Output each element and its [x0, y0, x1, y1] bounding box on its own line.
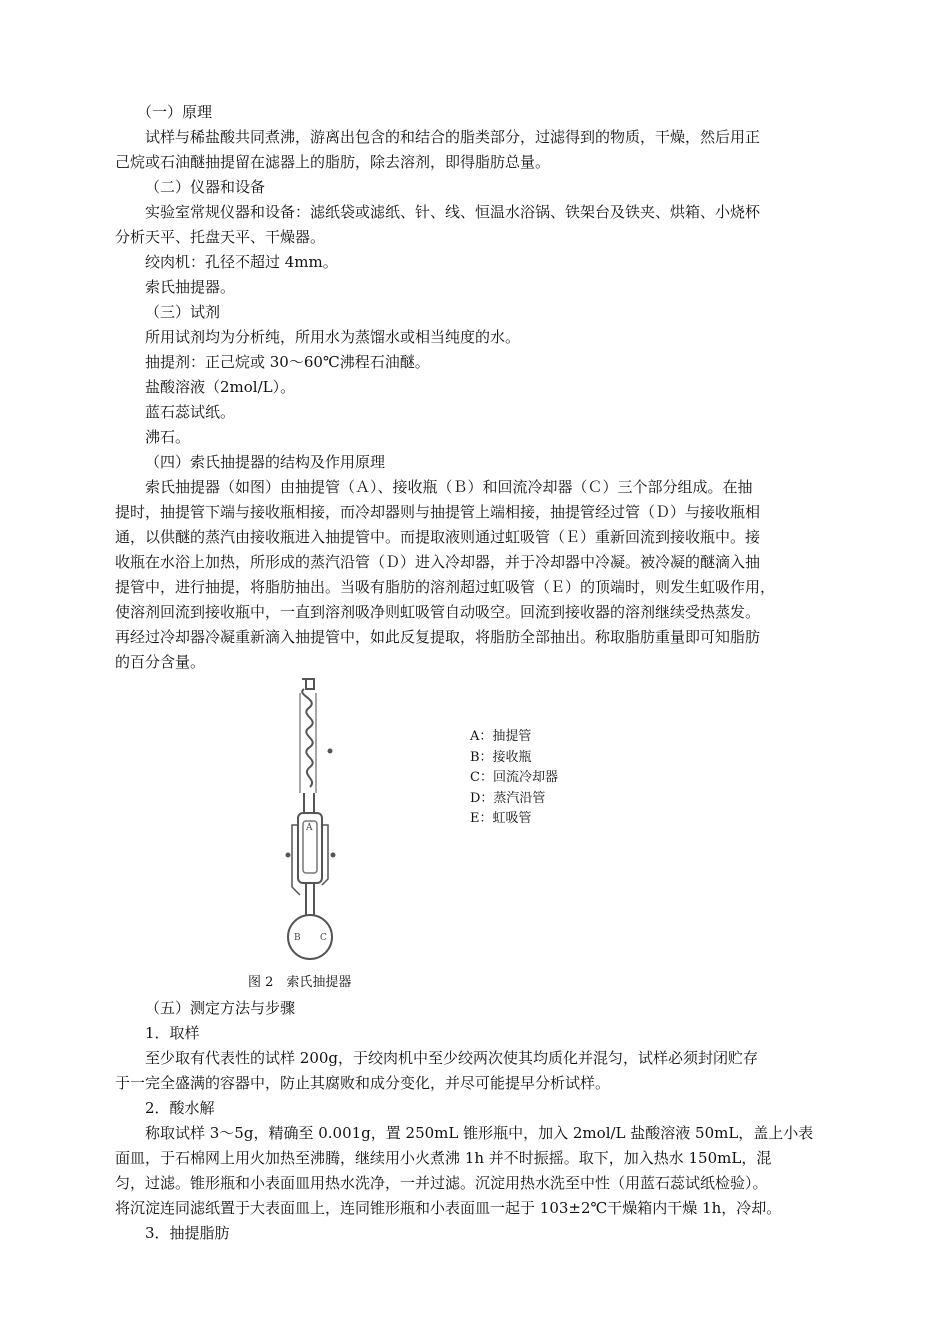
paragraph-line: 沸石。: [145, 428, 191, 446]
paragraph-line: 通，以供醚的蒸汽由接收瓶进入抽提管中。而提取液则通过虹吸管（Ｅ）重新回流到接收瓶中。接: [115, 528, 761, 546]
paragraph-line: 抽提剂：正己烷或 30～60℃沸程石油醚。: [145, 353, 430, 371]
paragraph-line: 索氏抽提器。: [145, 278, 236, 296]
section-5-heading: （五）测定方法与步骤: [145, 999, 296, 1017]
paragraph-line: 收瓶在水浴上加热，所形成的蒸汽沿管（Ｄ）进入冷却器，并于冷却器中冷凝。被冷凝的醚滴入抽: [115, 553, 761, 571]
paragraph-line: 所用试剂均为分析纯，所用水为蒸馏水或相当纯度的水。: [145, 328, 521, 346]
soxhlet-extractor-figure: [270, 675, 350, 970]
section-2-heading: （二）仪器和设备: [145, 178, 266, 196]
figure-legend: [470, 727, 558, 830]
figure-label-a: A: [306, 823, 313, 833]
paragraph-line: 面皿，于石棉网上用火加热至沸腾，继续用小火煮沸 1h 并不时振摇。取下，加入热水 150mL，混: [115, 1149, 772, 1167]
legend-item: E：虹吸管: [470, 811, 532, 826]
legend-item: B：接收瓶: [470, 749, 532, 765]
figure-label-b: B: [294, 933, 301, 943]
paragraph-line: 蓝石蕊试纸。: [145, 403, 236, 421]
step-3-title: 3．抽提脂肪: [145, 1224, 230, 1242]
paragraph-line: 提管中，进行抽提，将脂肪抽出。当吸有脂肪的溶剂超过虹吸管（Ｅ）的顶端时，则发生虹吸作用，: [115, 578, 776, 596]
section-3-heading: （三）试剂: [145, 303, 221, 321]
paragraph-line: 于一完全盛满的容器中，防止其腐败和成分变化，并尽可能提早分析试样。: [115, 1074, 611, 1092]
paragraph-line: 称取试样 3～5g，精确至 0.001g，置 250mL 锥形瓶中，加入 2mol/L 盐酸溶液 50mL，盖上小表: [145, 1124, 814, 1142]
legend-item: D：蒸汽沿管: [470, 790, 546, 806]
paragraph-line: 匀，过滤。锥形瓶和小表面皿用热水洗净，一并过滤。沉淀用热水洗至中性（用蓝石蕊试纸检验）。: [115, 1174, 768, 1192]
paragraph-line: 将沉淀连同滤纸置于大表面皿上，连同锥形瓶和小表面皿一起于 103±2℃干燥箱内干燥 1h，冷却。: [115, 1199, 782, 1217]
paragraph-line: 提时，抽提管下端与接收瓶相接，而冷却器则与抽提管上端相接，抽提管经过管（Ｄ）与接收瓶相: [115, 503, 761, 521]
paragraph-line: 试样与稀盐酸共同煮沸，游离出包含的和结合的脂类部分，过滤得到的物质，干燥，然后用正: [145, 128, 761, 146]
section-4-heading: （四）索氏抽提器的结构及作用原理: [145, 453, 386, 471]
paragraph-line: 绞肉机：孔径不超过 4mm。: [145, 253, 338, 271]
paragraph-line: 分析天平、托盘天平、干燥器。: [115, 228, 326, 246]
section-1-heading: （一）原理: [137, 103, 213, 121]
paragraph-line: 使溶剂回流到接收瓶中，一直到溶剂吸净则虹吸管自动吸空。回流到接收器的溶剂继续受热蒸发。: [115, 603, 761, 621]
step-1-title: 1．取样: [145, 1024, 200, 1042]
figure-caption: 图 2 索氏抽提器: [248, 975, 352, 990]
paragraph-line: 的百分含量。: [115, 653, 206, 671]
paragraph-line: 再经过冷却器冷凝重新滴入抽提管中，如此反复提取，将脂肪全部抽出。称取脂肪重量即可知脂肪: [115, 628, 761, 646]
legend-item: A：抽提管: [470, 729, 532, 744]
paragraph-line: 实验室常规仪器和设备：滤纸袋或滤纸、针、线、恒温水浴锅、铁架台及铁夹、烘箱、小烧杯: [145, 203, 761, 221]
step-2-title: 2．酸水解: [145, 1099, 215, 1117]
paragraph-line: 盐酸溶液（2mol/L）。: [145, 378, 296, 396]
paragraph-line: 至少取有代表性的试样 200g，于绞肉机中至少绞两次使其均质化并混匀，试样必须封闭贮存: [145, 1049, 759, 1067]
legend-item: C：回流冷却器: [470, 770, 558, 785]
figure-label-c: C: [320, 933, 327, 943]
paragraph-line: 己烷或石油醚抽提留在滤器上的脂肪，除去溶剂，即得脂肪总量。: [115, 153, 551, 171]
paragraph-line: 索氏抽提器（如图）由抽提管（Ａ）、接收瓶（Ｂ）和回流冷却器（Ｃ）三个部分组成。在抽: [145, 478, 753, 496]
